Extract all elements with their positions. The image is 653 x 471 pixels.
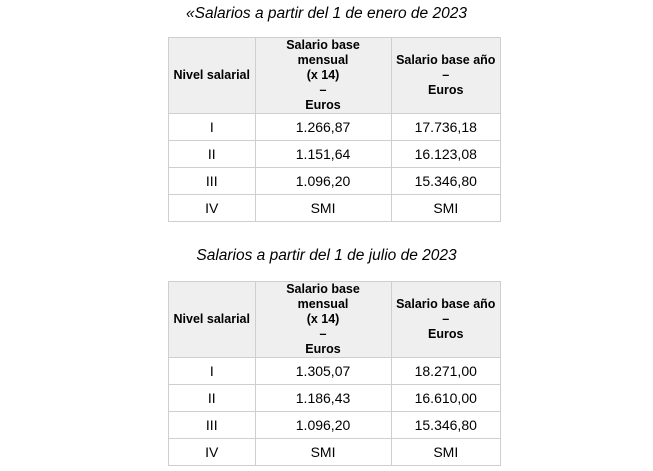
- cell-monthly: SMI: [255, 195, 391, 222]
- cell-monthly: 1.266,87: [255, 114, 391, 141]
- cell-level: II: [169, 385, 256, 412]
- header-monthly-line: Salario base mensual: [286, 38, 360, 67]
- cell-level: III: [169, 412, 256, 439]
- header-annual-line: Salario base año: [396, 297, 496, 311]
- cell-annual: 17.736,18: [391, 114, 500, 141]
- header-annual-line: Euros: [428, 327, 464, 341]
- header-annual-line: –: [442, 68, 450, 82]
- header-monthly-line: Salario base mensual: [286, 282, 360, 311]
- table-row: [169, 385, 501, 412]
- cell-monthly: 1.096,20: [255, 168, 391, 195]
- header-annual-line: Salario base año: [396, 53, 496, 67]
- cell-monthly: 1.186,43: [255, 385, 391, 412]
- cell-annual: 16.123,08: [391, 141, 500, 168]
- header-monthly: [255, 38, 391, 114]
- cell-level: IV: [169, 195, 256, 222]
- cell-monthly: 1.096,20: [255, 412, 391, 439]
- salary-table-july: [168, 281, 501, 466]
- cell-level: IV: [169, 439, 256, 466]
- header-level: Nivel salarial: [169, 38, 256, 114]
- cell-annual: 18.271,00: [391, 358, 500, 385]
- table-caption-july: Salarios a partir del 1 de julio de 2023: [196, 247, 457, 264]
- header-monthly-line: (x 14): [306, 312, 340, 326]
- cell-level: III: [169, 168, 256, 195]
- table-row: [169, 195, 501, 222]
- table-row: [169, 412, 501, 439]
- header-monthly-line: Euros: [305, 98, 341, 112]
- header-annual-line: Euros: [428, 83, 464, 97]
- header-annual-line: –: [442, 312, 450, 326]
- cell-monthly: 1.305,07: [255, 358, 391, 385]
- table-row: [169, 168, 501, 195]
- cell-monthly: 1.151,64: [255, 141, 391, 168]
- header-monthly-line: (x 14): [306, 68, 340, 82]
- table-row: [169, 439, 501, 466]
- cell-annual: 15.346,80: [391, 412, 500, 439]
- header-row: [169, 38, 501, 114]
- cell-annual: SMI: [391, 195, 500, 222]
- table-caption-january: «Salarios a partir del 1 de enero de 2023: [186, 5, 467, 22]
- cell-monthly: SMI: [255, 439, 391, 466]
- cell-annual: 16.610,00: [391, 385, 500, 412]
- header-monthly: [255, 282, 391, 358]
- cell-annual: 15.346,80: [391, 168, 500, 195]
- header-annual: [391, 282, 500, 358]
- header-monthly-line: –: [319, 83, 327, 97]
- cell-level: II: [169, 141, 256, 168]
- header-monthly-line: Euros: [305, 342, 341, 356]
- cell-annual: SMI: [391, 439, 500, 466]
- table-row: [169, 141, 501, 168]
- header-row: [169, 282, 501, 358]
- header-level: Nivel salarial: [169, 282, 256, 358]
- table-row: [169, 114, 501, 141]
- salary-table-january: [168, 37, 501, 222]
- table-row: [169, 358, 501, 385]
- header-monthly-line: –: [319, 327, 327, 341]
- header-annual: [391, 38, 500, 114]
- cell-level: I: [169, 114, 256, 141]
- cell-level: I: [169, 358, 256, 385]
